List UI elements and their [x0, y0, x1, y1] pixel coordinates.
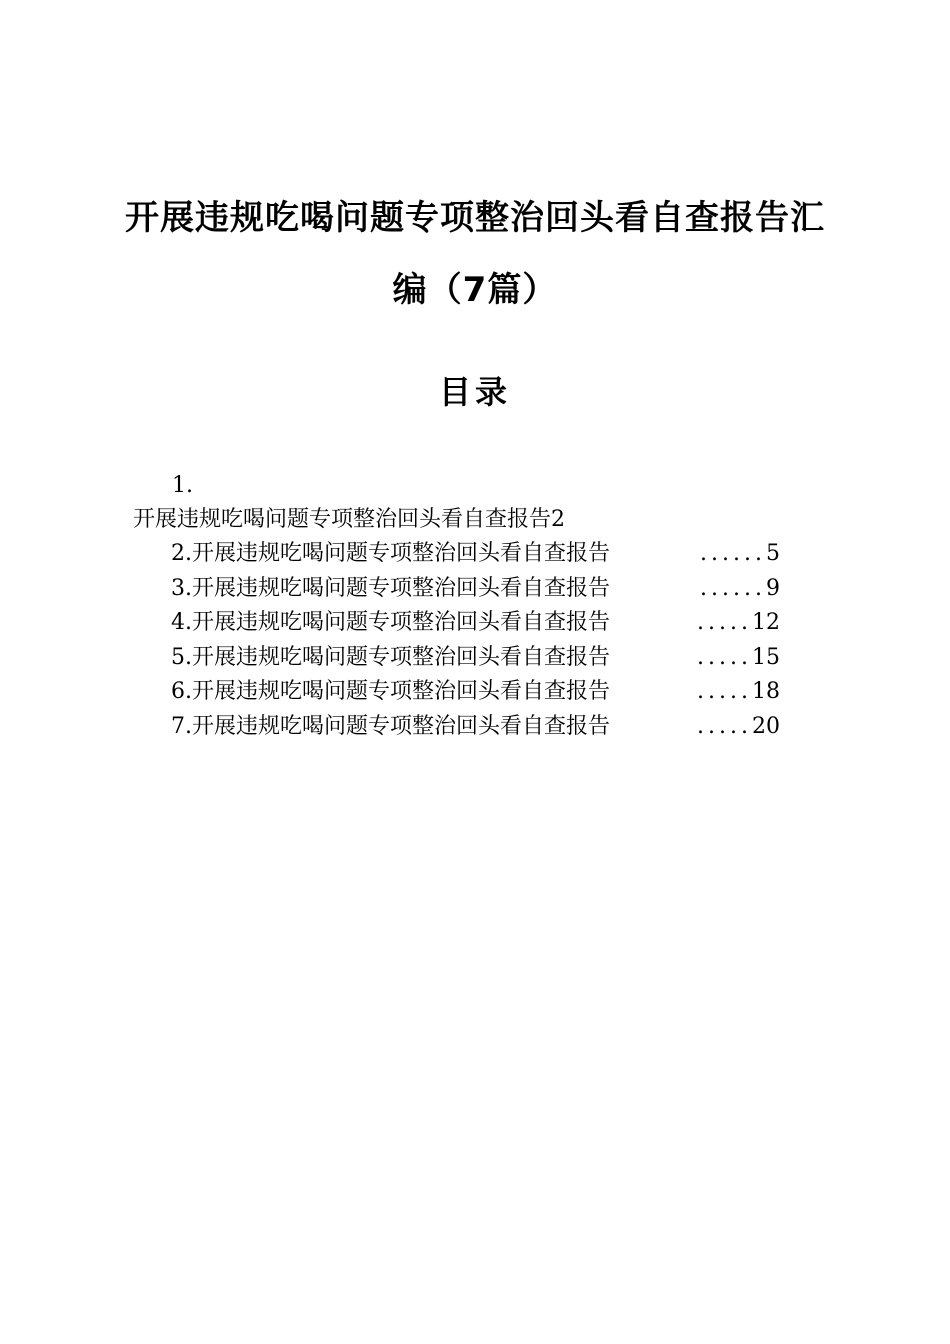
toc-entry-title: 开展违规吃喝问题专项整治回头看自查报告	[192, 645, 611, 670]
toc-entry-leader-dots: ......	[700, 541, 766, 566]
toc-entry-number: 2.	[171, 541, 192, 566]
toc-entry-title: 开展违规吃喝问题专项整治回头看自查报告	[192, 576, 611, 601]
toc-entry-page: 9	[766, 576, 780, 601]
toc-entry-page: 12	[752, 610, 780, 635]
toc-entry-leader-dots: .....	[697, 645, 752, 670]
toc-entry-3	[171, 575, 780, 603]
toc-entry-leader-dots: .....	[697, 679, 752, 704]
toc-entry-leader-dots: .....	[697, 714, 752, 739]
toc-entry-number: 7.	[171, 714, 192, 739]
toc-entry-page: 5	[766, 541, 780, 566]
toc-entry-leader-dots: ......	[700, 576, 766, 601]
document-title-line-2: 编（7篇）	[392, 270, 558, 310]
toc-entry-number: 5.	[171, 645, 192, 670]
toc-entry-leader-dots: .....	[697, 610, 752, 635]
toc-entry-6	[171, 678, 780, 706]
toc-entry-1-page: 2	[551, 507, 566, 532]
toc-entry-title: 开展违规吃喝问题专项整治回头看自查报告	[192, 610, 611, 635]
toc-entry-number: 4.	[171, 610, 192, 635]
toc-entry-page: 20	[752, 714, 780, 739]
toc-entry-1	[133, 506, 565, 534]
toc-entry-1-number: 1.	[172, 473, 193, 498]
document-title-line-1: 开展违规吃喝问题专项整治回头看自查报告汇	[125, 198, 825, 238]
toc-entry-page: 18	[752, 679, 780, 704]
toc-entry-2	[171, 540, 780, 568]
toc-entry-page: 15	[752, 645, 780, 670]
toc-heading: 目录	[438, 373, 511, 411]
toc-entry-title: 开展违规吃喝问题专项整治回头看自查报告	[192, 714, 611, 739]
toc-entry-title: 开展违规吃喝问题专项整治回头看自查报告	[192, 679, 611, 704]
toc-entry-number: 6.	[171, 679, 192, 704]
toc-entry-title: 开展违规吃喝问题专项整治回头看自查报告	[192, 541, 611, 566]
toc-entry-4	[171, 609, 780, 637]
toc-entry-1-title: 开展违规吃喝问题专项整治回头看自查报告	[133, 507, 552, 532]
toc-entry-7	[171, 713, 780, 741]
toc-entry-number: 3.	[171, 576, 192, 601]
toc-entry-5	[171, 644, 780, 672]
